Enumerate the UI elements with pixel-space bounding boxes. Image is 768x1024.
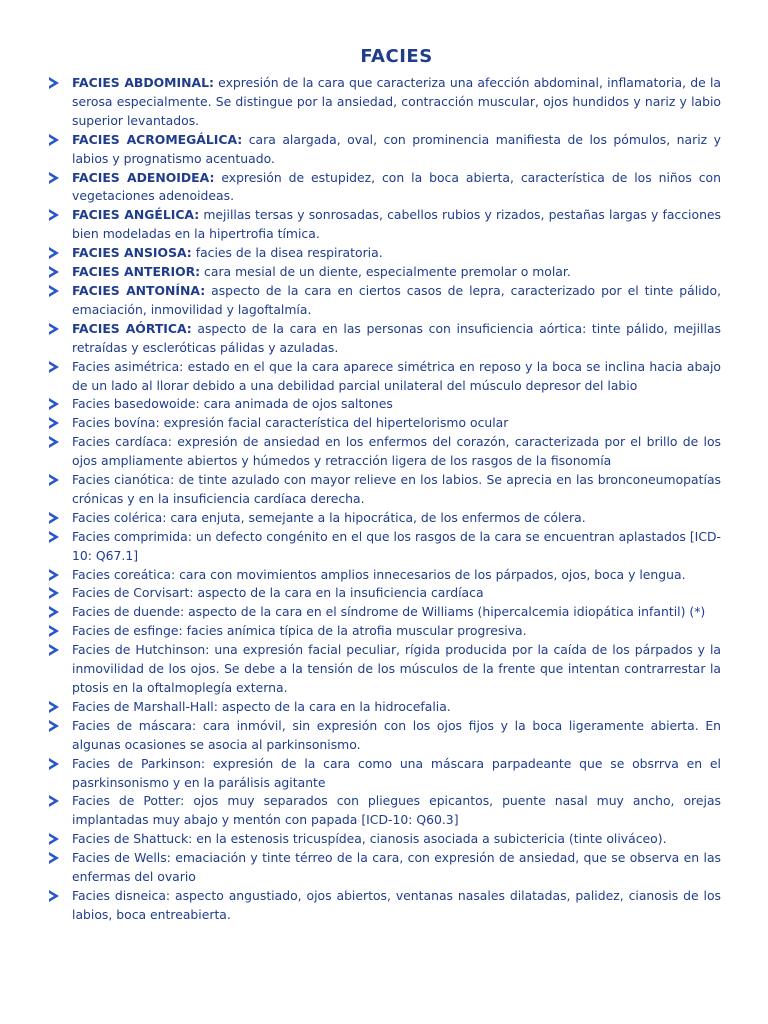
entry-definition: Facies de Shattuck: en la estenosis tricuspídea, cianosis asociada a subictericia (tinte oliváceo). [72, 831, 667, 847]
entry-definition: expresión de estupidez, con la boca abierta, característica de los niños con vegetaciones adenoideas. [72, 169, 721, 204]
arrow-bullet-icon [49, 77, 59, 89]
entry-definition: Facies cianótica: de tinte azulado con mayor relieve en los labios. Se aprecia en las bronconeumopatías crónicas y en la insuficiencia cardíaca derecha. [72, 472, 721, 506]
list-item [72, 849, 721, 887]
entry-definition: expresión de la cara que caracteriza una afección abdominal, inflamatoria, de la serosa especialmente. Se distingue por la ansiedad, contracción muscular, ojos hundidos y nariz y labio superior levantados. [72, 75, 721, 128]
entry-definition: Facies asimétrica: estado en el que la cara aparece simétrica en reposo y la boca se inclina hacia abajo de un lado al llorar debido a una debilidad parcial unilateral del músculo depresor del labio [72, 358, 721, 393]
entry-term: FACIES AÓRTICA: [72, 320, 192, 336]
arrow-bullet-icon [49, 209, 59, 221]
entry-definition: mejillas tersas y sonrosadas, cabellos rubios y rizados, pestañas largas y facciones bien modeladas en la hipertrofia tímica. [72, 207, 721, 242]
entry-definition: Facies de Corvisart: aspecto de la cara en la insuficiencia cardíaca [72, 585, 484, 601]
entry-definition: Facies bovína: expresión facial característica del hipertelorismo ocular [72, 415, 509, 431]
entry-term: FACIES ANGÉLICA: [72, 207, 200, 223]
entry-definition: Facies cardíaca: expresión de ansiedad en los enfermos del corazón, caracterizada por el brillo de los ojos ampliamente abiertos y húmedos y retracción ligera de los rasgos de la fisonomía [72, 434, 721, 469]
list-item [72, 622, 721, 641]
list-item [72, 320, 721, 358]
list-item [72, 887, 721, 925]
list-item [72, 641, 721, 698]
list-item [72, 244, 721, 263]
entry-definition: cara alargada, oval, con prominencia manifiesta de los pómulos, nariz y labios y prognatismo acentuado. [72, 131, 721, 166]
list-item [72, 131, 721, 169]
arrow-bullet-icon [49, 587, 59, 599]
entry-definition: Facies de Wells: emaciación y tinte térreo de la cara, con expresión de ansiedad, que se observa en las enfermas del ovario [72, 850, 721, 885]
entry-definition: Facies de máscara: cara inmóvil, sin expresión con los ojos fijos y la boca ligeramente abierta. En algunas ocasiones se asocia al parkinsonismo. [72, 717, 721, 752]
arrow-bullet-icon [49, 890, 59, 902]
entry-definition: aspecto de la cara en las personas con insuficiencia aórtica: tinte pálido, mejillas retraídas y escleróticas pálidas y azuladas. [72, 320, 721, 355]
entry-definition: Facies de Hutchinson: una expresión facial peculiar, rígida producida por la caída de los párpados y la inmovilidad de los ojos. Se debe a la tensión de los músculos de la frente que intentan contrarrestar la ptosis en la oftalmoplegía externa. [72, 642, 721, 695]
entry-term: FACIES ANSIOSA: [72, 245, 192, 261]
entry-definition: facies de la disea respiratoria. [191, 245, 383, 261]
arrow-bullet-icon [49, 512, 59, 524]
entry-definition: Facies coreática: cara con movimientos amplios innecesarios de los párpados, ojos, boca y lengua. [72, 566, 686, 582]
arrow-bullet-icon [49, 172, 59, 184]
list-item [72, 698, 721, 717]
list-item [72, 792, 721, 830]
arrow-bullet-icon [49, 758, 59, 770]
arrow-bullet-icon [49, 833, 59, 845]
list-item [72, 566, 721, 585]
arrow-bullet-icon [49, 417, 59, 429]
list-item [72, 433, 721, 471]
list-item [72, 169, 721, 207]
list-item [72, 263, 721, 282]
entry-definition: aspecto de la cara en ciertos casos de lepra, caracterizado por el tinte pálido, emaciación, inmovilidad y lagoftalmía. [72, 282, 722, 317]
entry-term: FACIES ACROMEGÁLICA: [72, 131, 243, 147]
arrow-bullet-icon [49, 531, 59, 543]
entry-term: FACIES ANTONÍNA: [72, 282, 206, 298]
list-item [72, 528, 721, 566]
arrow-bullet-icon [49, 474, 59, 486]
entry-term: FACIES ADENOIDEA: [72, 169, 215, 185]
arrow-bullet-icon [49, 795, 59, 807]
entry-definition: Facies colérica: cara enjuta, semejante a la hipocrática, de los enfermos de cólera. [72, 509, 586, 525]
entry-definition: Facies de Potter: ojos muy separados con pliegues epicantos, puente nasal muy ancho, orejas implantadas muy abajo y mentón con papada [ICD-10: Q60.3] [72, 793, 721, 828]
entry-definition: cara mesial de un diente, especialmente premolar o molar. [200, 264, 571, 280]
list-item [72, 358, 721, 396]
entry-definition: Facies disneica: aspecto angustiado, ojos abiertos, ventanas nasales dilatadas, palidez, cianosis de los labios, boca entreabierta. [72, 887, 721, 922]
entry-term: FACIES ABDOMINAL: [72, 75, 214, 90]
list-item [72, 603, 721, 622]
list-item [72, 717, 721, 755]
arrow-bullet-icon [49, 323, 59, 335]
arrow-bullet-icon [49, 398, 59, 410]
entry-term: FACIES ANTERIOR: [72, 264, 201, 280]
arrow-bullet-icon [49, 701, 59, 713]
list-item [72, 282, 721, 320]
arrow-bullet-icon [49, 361, 59, 373]
list-item [72, 755, 721, 793]
list-item [72, 584, 721, 603]
arrow-bullet-icon [49, 852, 59, 864]
arrow-bullet-icon [49, 285, 59, 297]
entry-definition: Facies de esfinge: facies anímica típica de la atrofia muscular progresiva. [72, 623, 527, 639]
arrow-bullet-icon [49, 436, 59, 448]
entry-definition: Facies basedowoide: cara animada de ojos saltones [72, 396, 393, 412]
entry-list [72, 74, 721, 925]
entry-definition: Facies comprimida: un defecto congénito en el que los rasgos de la cara se encuentran aplastados [ICD-10: Q67.1] [72, 528, 721, 563]
arrow-bullet-icon [49, 569, 59, 581]
arrow-bullet-icon [49, 644, 59, 656]
list-item [72, 471, 721, 509]
list-item [72, 509, 721, 528]
arrow-bullet-icon [49, 247, 59, 259]
arrow-bullet-icon [49, 720, 59, 732]
list-item [72, 414, 721, 433]
list-item [72, 74, 721, 131]
entry-definition: Facies de Marshall-Hall: aspecto de la cara en la hidrocefalia. [72, 698, 451, 714]
list-item [72, 206, 721, 244]
entry-definition: Facies de duende: aspecto de la cara en el síndrome de Williams (hipercalcemia idiopática infantil) (*) [72, 604, 706, 620]
list-item [72, 395, 721, 414]
arrow-bullet-icon [49, 266, 59, 278]
arrow-bullet-icon [49, 606, 59, 618]
arrow-bullet-icon [49, 134, 59, 146]
list-item [72, 830, 721, 849]
arrow-bullet-icon [49, 625, 59, 637]
page-title: FACIES [360, 46, 433, 67]
entry-definition: Facies de Parkinson: expresión de la cara como una máscara parpadeante que se obsrrva en el pasrkinsonismo y en la parálisis agitante [72, 755, 721, 790]
